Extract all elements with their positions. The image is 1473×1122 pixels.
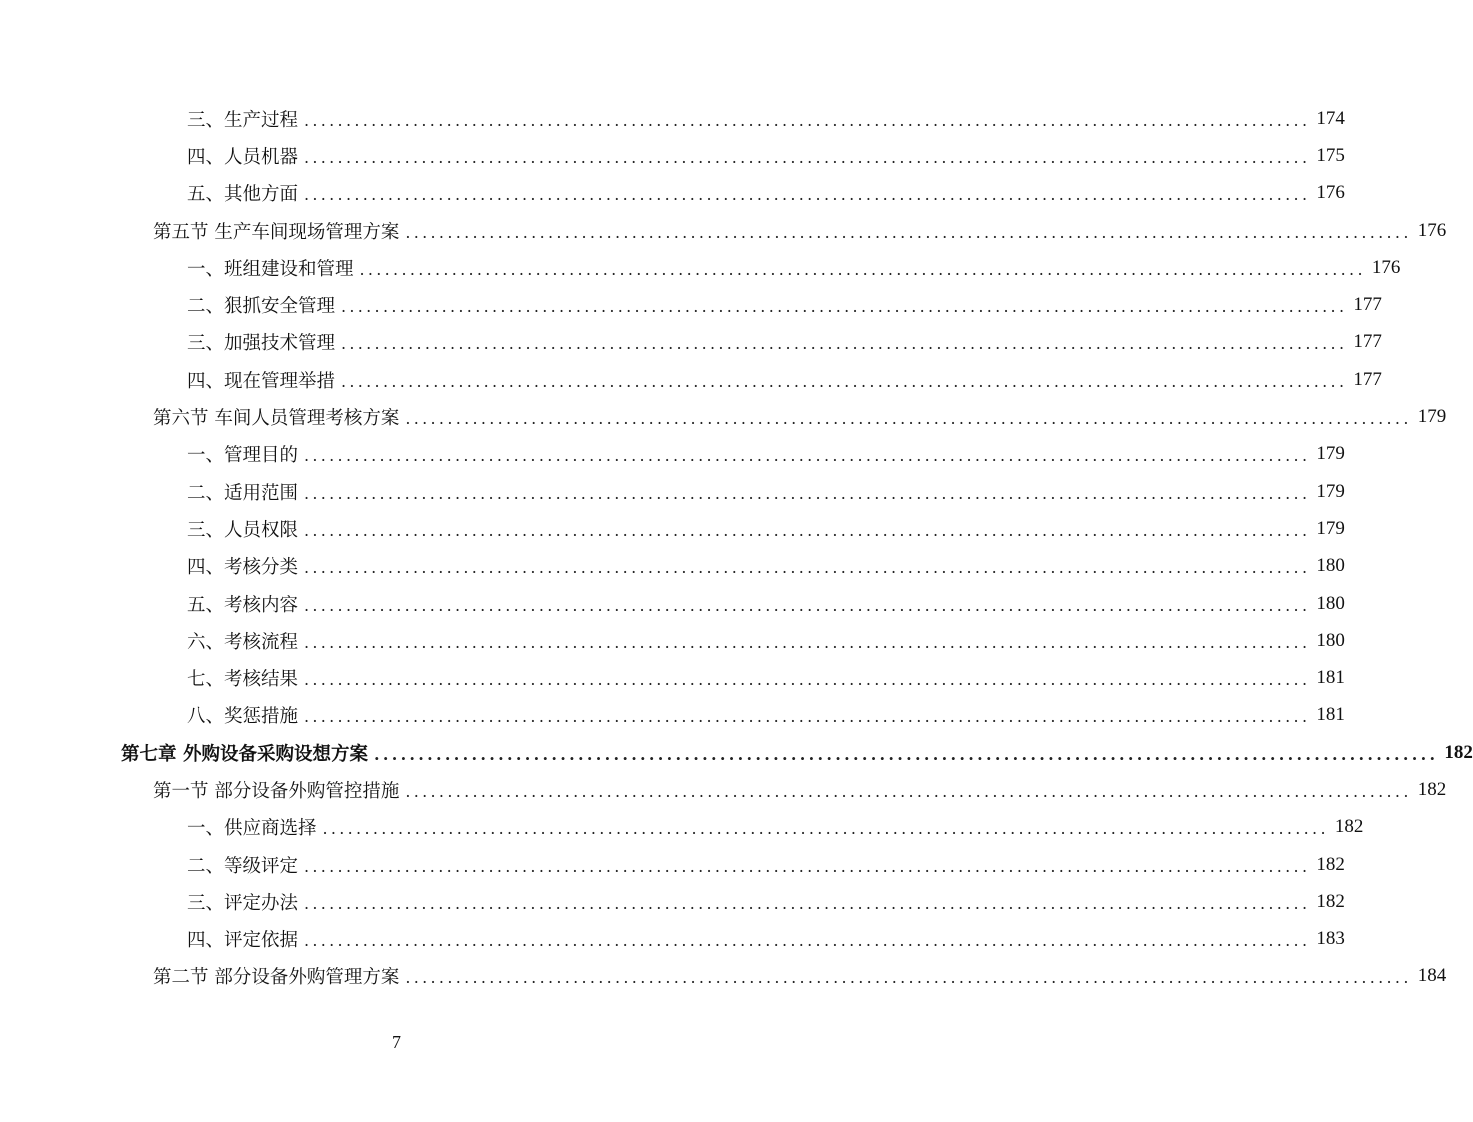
toc-entry-label: 四、现在管理举措 [187,370,336,392]
toc-entry-section[interactable] [0,398,1447,435]
toc-entry-page-number: 177 [1353,368,1382,390]
toc-entry-label: 四、评定依据 [187,930,299,952]
dot-leader: ........................................................................................................................ [341,371,1348,391]
dot-leader: ........................................................................................................................ [405,409,1412,429]
toc-entry-label: 第五节 生产车间现场管理方案 [153,221,400,243]
dot-leader: ........................................................................................................................ [304,707,1311,727]
dot-leader: ........................................................................................................................ [405,968,1412,988]
toc-entry-page-number: 180 [1316,592,1345,614]
dot-leader: ........................................................................................................................ [304,931,1311,951]
dot-leader: ........................................................................................................................ [405,222,1412,242]
toc-entry-label: 一、供应商选择 [187,818,317,840]
dot-leader: ........................................................................................................................ [304,670,1311,690]
toc-entry-section[interactable] [0,212,1447,249]
toc-entry-label: 三、加强技术管理 [187,333,336,355]
toc-entry-item[interactable] [0,510,1345,547]
toc-entry-label: 五、考核内容 [187,594,299,616]
toc-entry-label: 第一节 部分设备外购管控措施 [153,780,400,802]
dot-leader: ........................................................................................................................ [304,185,1311,205]
toc-entry-page-number: 184 [1417,965,1447,987]
toc-entry-label: 第二节 部分设备外购管理方案 [153,967,400,989]
toc-entry-page-number: 177 [1353,294,1382,316]
toc-entry-item[interactable] [0,548,1345,585]
dot-leader: ........................................................................................................................ [304,595,1311,615]
toc-entry-page-number: 182 [1444,741,1473,763]
dot-leader: ........................................................................................................................ [373,744,1439,764]
dot-leader: ........................................................................................................................ [304,632,1311,652]
toc-entry-page-number: 182 [1316,853,1345,875]
toc-entry-page-number: 181 [1316,667,1345,689]
toc-entry-page-number: 179 [1316,443,1345,465]
dot-leader: ........................................................................................................................ [304,483,1311,503]
toc-entry-item[interactable] [0,137,1345,174]
toc-entry-page-number: 180 [1316,555,1345,577]
toc-entry-item[interactable] [0,249,1401,286]
toc-entry-item[interactable] [0,809,1364,846]
toc-entry-page-number: 182 [1417,778,1447,800]
toc-entry-item[interactable] [0,361,1382,398]
toc-entry-label: 第六节 车间人员管理考核方案 [153,408,400,430]
dot-leader: ........................................................................................................................ [341,334,1348,354]
toc-entry-page-number: 176 [1371,256,1401,278]
toc-entry-chapter[interactable] [0,734,1473,771]
toc-entry-page-number: 179 [1316,517,1345,539]
toc-entry-item[interactable] [0,659,1345,696]
toc-entry-page-number: 175 [1316,144,1345,166]
toc-entry-label: 六、考核流程 [187,631,299,653]
toc-entry-item[interactable] [0,175,1345,212]
toc-entry-label: 四、人员机器 [187,146,299,168]
table-of-contents [0,100,1473,995]
toc-entry-label: 一、班组建设和管理 [187,258,354,280]
toc-entry-page-number: 176 [1316,182,1345,204]
toc-entry-page-number: 174 [1316,107,1345,129]
toc-entry-item[interactable] [0,697,1345,734]
toc-entry-page-number: 179 [1316,480,1345,502]
toc-entry-item[interactable] [0,622,1345,659]
toc-entry-label: 二、适用范围 [187,482,299,504]
toc-entry-page-number: 176 [1417,219,1447,241]
toc-entry-page-number: 180 [1316,629,1345,651]
toc-entry-page-number: 177 [1353,331,1382,353]
toc-entry-page-number: 181 [1316,704,1345,726]
toc-entry-section[interactable] [0,958,1447,995]
toc-entry-label: 三、评定办法 [187,892,299,914]
toc-entry-item[interactable] [0,883,1345,920]
toc-entry-label: 七、考核结果 [187,669,299,691]
toc-entry-item[interactable] [0,585,1345,622]
toc-entry-label: 四、考核分类 [187,557,299,579]
toc-entry-label: 八、奖惩措施 [187,706,299,728]
toc-entry-item[interactable] [0,473,1345,510]
dot-leader: ........................................................................................................................ [304,147,1311,167]
dot-leader: ........................................................................................................................ [341,297,1348,317]
toc-entry-item[interactable] [0,846,1345,883]
toc-entry-item[interactable] [0,286,1382,323]
dot-leader: ........................................................................................................................ [304,446,1311,466]
toc-entry-label: 三、生产过程 [187,109,299,131]
toc-entry-item[interactable] [0,436,1345,473]
toc-entry-page-number: 182 [1316,890,1345,912]
toc-entry-page-number: 183 [1316,928,1345,950]
toc-entry-label: 五、其他方面 [187,184,299,206]
page-number: 7 [392,1032,401,1052]
dot-leader: ........................................................................................................................ [304,558,1311,578]
dot-leader: ........................................................................................................................ [322,819,1329,839]
dot-leader: ........................................................................................................................ [359,259,1366,279]
toc-entry-section[interactable] [0,771,1447,808]
toc-entry-item[interactable] [0,921,1345,958]
dot-leader: ........................................................................................................................ [304,520,1311,540]
toc-entry-label: 三、人员权限 [187,519,299,541]
dot-leader: ........................................................................................................................ [304,110,1311,130]
toc-entry-label: 二、等级评定 [187,855,299,877]
toc-entry-item[interactable] [0,324,1382,361]
toc-entry-item[interactable] [0,100,1345,137]
toc-entry-page-number: 182 [1334,816,1364,838]
toc-entry-page-number: 179 [1417,406,1447,428]
toc-entry-label: 二、狠抓安全管理 [187,296,336,318]
dot-leader: ........................................................................................................................ [304,893,1311,913]
toc-entry-label: 第七章 外购设备采购设想方案 [121,743,368,765]
toc-entry-label: 一、管理目的 [187,445,299,467]
dot-leader: ........................................................................................................................ [405,781,1412,801]
dot-leader: ........................................................................................................................ [304,856,1311,876]
